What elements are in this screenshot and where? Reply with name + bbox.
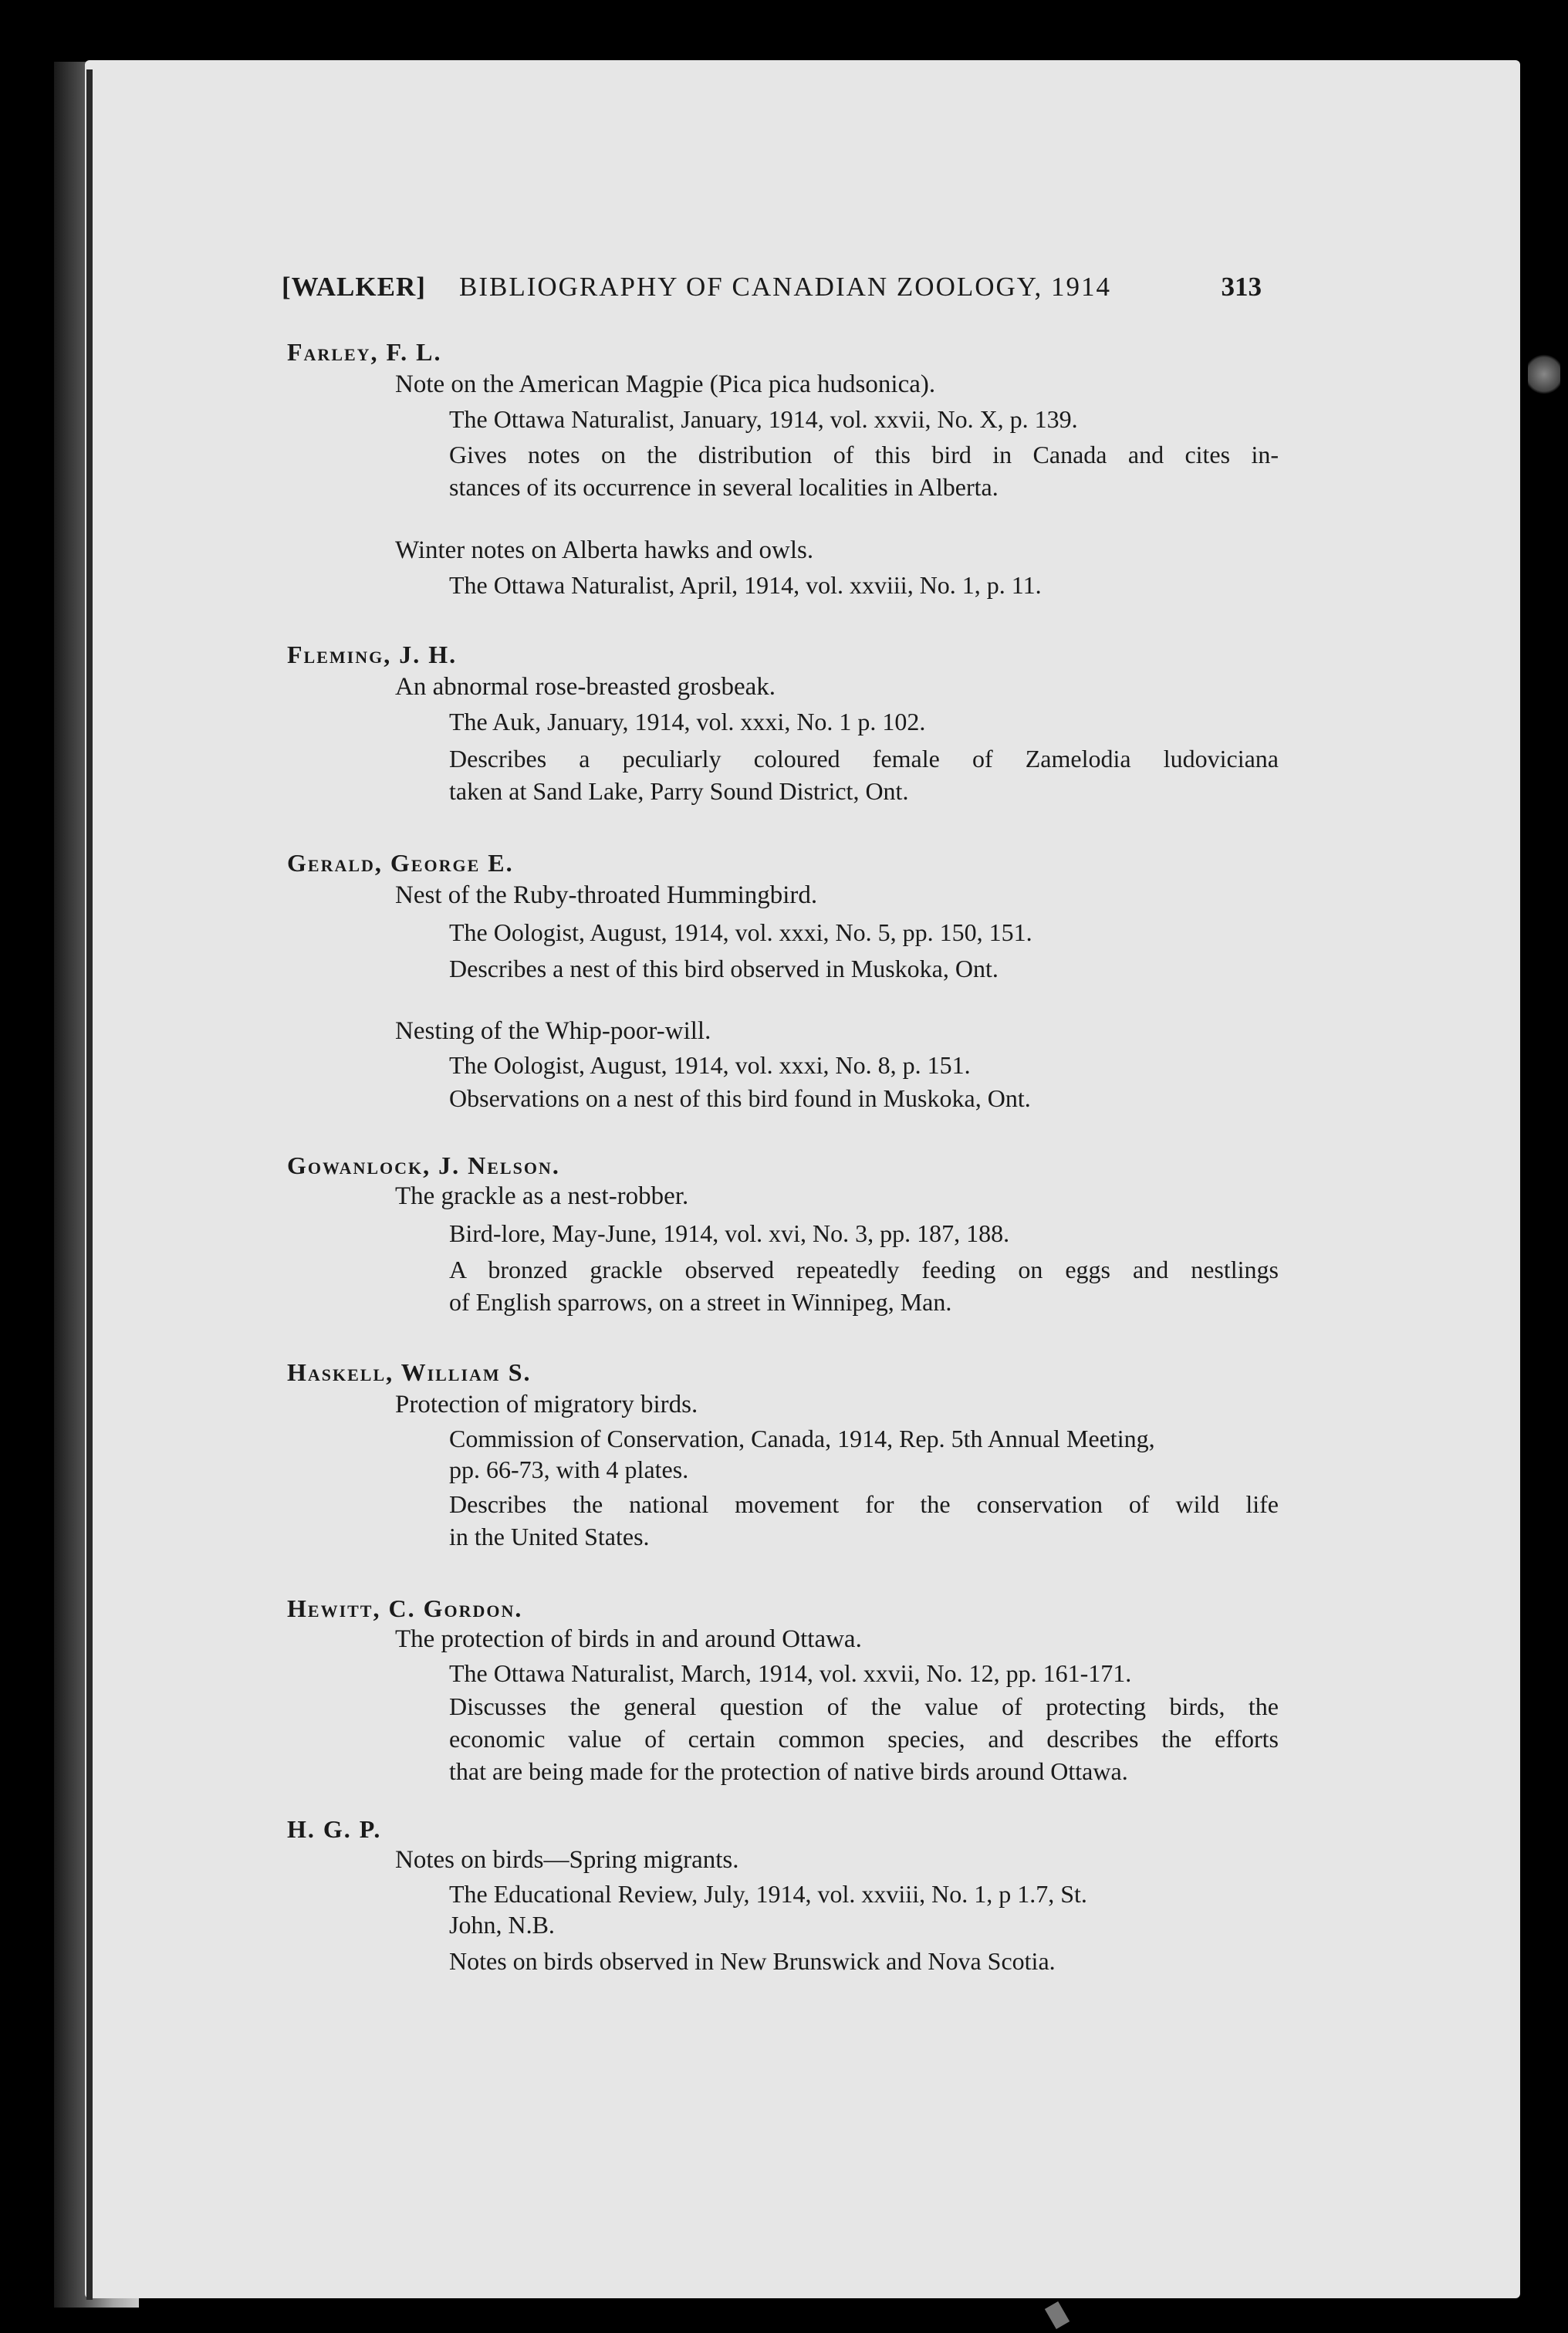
entry-publication: Commission of Conservation, Canada, 1914, Rep. 5th Annual Meeting, bbox=[449, 1425, 1155, 1452]
entry-author: H. G. P. bbox=[287, 1815, 382, 1843]
note-line: economic value of certain common species, and describes the efforts bbox=[449, 1725, 1279, 1753]
note-line: in the United States. bbox=[449, 1523, 650, 1550]
running-header bbox=[282, 272, 1262, 306]
entry-title: Nest of the Ruby-throated Hummingbird. bbox=[395, 881, 818, 909]
entry-note bbox=[449, 1690, 1279, 1787]
note-line: Describes the national movement for the conservation of wild life bbox=[449, 1490, 1279, 1518]
entry-title: Winter notes on Alberta hawks and owls. bbox=[395, 536, 814, 564]
entry-publication: The Oologist, August, 1914, vol. xxxi, No. 8, p. 151. bbox=[449, 1051, 971, 1079]
entry-publication-continued: John, N.B. bbox=[449, 1911, 555, 1939]
note-line: Describes a peculiarly coloured female of Zamelodia ludoviciana bbox=[449, 745, 1279, 773]
note-line: of English sparrows, on a street in Winnipeg, Man. bbox=[449, 1288, 952, 1316]
header-author-tag: [WALKER] bbox=[282, 272, 426, 302]
entry-note bbox=[449, 1945, 1279, 1977]
note-line: Gives notes on the distribution of this bird in Canada and cites in- bbox=[449, 441, 1279, 468]
note-line: Describes a nest of this bird observed in Muskoka, Ont. bbox=[449, 955, 999, 982]
entry-note bbox=[449, 952, 1279, 985]
note-line: Discusses the general question of the value of protecting birds, the bbox=[449, 1692, 1279, 1720]
entry-publication: Bird-lore, May-June, 1914, vol. xvi, No. 3, pp. 187, 188. bbox=[449, 1219, 1010, 1247]
scan-mark bbox=[1045, 2301, 1070, 2329]
entry-title: Protection of migratory birds. bbox=[395, 1391, 698, 1418]
entry-publication-continued: pp. 66-73, with 4 plates. bbox=[449, 1456, 689, 1483]
entry-note bbox=[449, 742, 1279, 807]
entry-publication: The Ottawa Naturalist, January, 1914, vol. xxvii, No. X, p. 139. bbox=[449, 405, 1078, 433]
note-line: Observations on a nest of this bird found in Muskoka, Ont. bbox=[449, 1084, 1031, 1112]
entry-publication: The Ottawa Naturalist, March, 1914, vol. xxvii, No. 12, pp. 161-171. bbox=[449, 1659, 1132, 1687]
entry-publication: The Educational Review, July, 1914, vol. xxviii, No. 1, p 1.7, St. bbox=[449, 1880, 1087, 1908]
entry-title: Nesting of the Whip-poor-will. bbox=[395, 1017, 711, 1045]
entry-title: The grackle as a nest-robber. bbox=[395, 1182, 689, 1210]
entry-publication: The Auk, January, 1914, vol. xxxi, No. 1 p. 102. bbox=[449, 708, 926, 735]
entry-author: Fleming, J. H. bbox=[287, 641, 458, 668]
entry-publication: The Oologist, August, 1914, vol. xxxi, No. 5, pp. 150, 151. bbox=[449, 918, 1032, 946]
entry-note bbox=[449, 1082, 1279, 1114]
note-line: stances of its occurrence in several localities in Alberta. bbox=[449, 473, 999, 501]
entry-note bbox=[449, 1253, 1279, 1318]
note-line: Notes on birds observed in New Brunswick and Nova Scotia. bbox=[449, 1947, 1056, 1975]
entry-author: Haskell, William S. bbox=[287, 1358, 532, 1386]
note-line: A bronzed grackle observed repeatedly feeding on eggs and nestlings bbox=[449, 1256, 1279, 1283]
page-number: 313 bbox=[1221, 272, 1262, 302]
entry-note bbox=[449, 1488, 1279, 1553]
entry-title: Notes on birds—Spring migrants. bbox=[395, 1846, 739, 1874]
entry-author: Gowanlock, J. Nelson. bbox=[287, 1151, 560, 1179]
entry-author: Farley, F. L. bbox=[287, 338, 442, 366]
header-title: BIBLIOGRAPHY OF CANADIAN ZOOLOGY, 1914 bbox=[459, 272, 1112, 302]
entry-title: The protection of birds in and around Ottawa. bbox=[395, 1625, 862, 1653]
ink-blot bbox=[1528, 351, 1560, 397]
binding-edge bbox=[86, 69, 93, 2300]
entry-title: Note on the American Magpie (Pica pica hudsonica). bbox=[395, 370, 936, 398]
entry-title: An abnormal rose-breasted grosbeak. bbox=[395, 673, 776, 701]
entry-author: Gerald, George E. bbox=[287, 849, 514, 877]
note-line: that are being made for the protection of native birds around Ottawa. bbox=[449, 1757, 1128, 1785]
entry-note bbox=[449, 438, 1279, 503]
entry-publication: The Ottawa Naturalist, April, 1914, vol. xxviii, No. 1, p. 11. bbox=[449, 571, 1042, 599]
note-line: taken at Sand Lake, Parry Sound District, Ont. bbox=[449, 777, 909, 805]
entry-author: Hewitt, C. Gordon. bbox=[287, 1594, 523, 1622]
